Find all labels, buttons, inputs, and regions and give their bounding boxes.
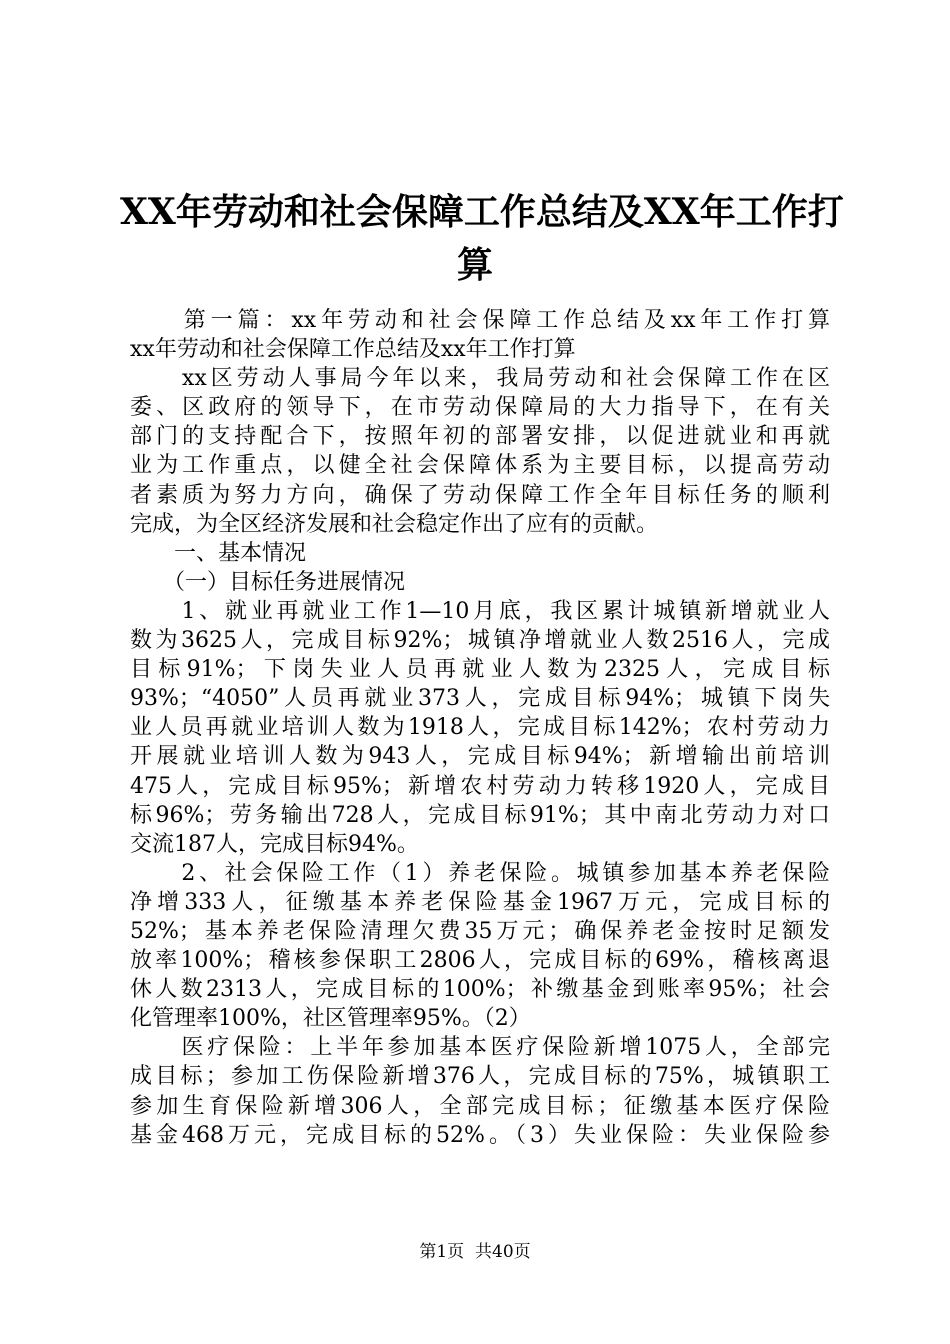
body-line: 化管理率100%，社区管理率95%。（2） [130,1006,531,1032]
document-title-line-2: 算 [456,244,493,286]
body-line: 475人，完成目标95%；新增农村劳动力转移1920人，完成目 [130,773,830,799]
document-title-line-1: XX年劳动和社会保障工作总结及XX年工作打 [120,191,844,233]
body-line: 52%；基本养老保险清理欠费35万元；确保养老金按时足额发 [130,918,830,944]
body-line: 标96%；劳务输出728人，完成目标91%；其中南北劳动力对口 [130,802,830,828]
body-line: 目标91%；下岗失业人员再就业人数为2325人，完成目标 [130,657,830,683]
body-line: 完成，为全区经济发展和社会稳定作出了应有的贡献。 [130,511,659,537]
body-line: 第一篇：xx年劳动和社会保障工作总结及xx年工作打算 [130,308,830,333]
body-line: 数为3625人，完成目标92%；城镇净增就业人数2516人，完成 [130,628,830,654]
body-line: 者素质为努力方向，确保了劳动保障工作全年目标任务的顺利 [130,482,830,508]
page-number: 第1页 [419,1242,465,1262]
body-line: （一）目标任务进展情况 [130,569,406,595]
document-body [130,306,830,1150]
page-footer [0,1241,950,1263]
body-line: 开展就业培训人数为943人，完成目标94%；新增输出前培训 [130,744,830,770]
body-line: 业人员再就业培训人数为1918人，完成目标142%；农村劳动力 [130,715,830,741]
body-line: 部门的支持配合下，按照年初的部署安排，以促进就业和再就 [130,424,830,450]
body-line: xx区劳动人事局今年以来，我局劳动和社会保障工作在区 [130,366,830,392]
body-line: 一、基本情况 [130,540,307,566]
body-line: 放率100%；稽核参保职工2806人，完成目标的69%，稽核离退 [130,948,830,974]
body-line: 委、区政府的领导下，在市劳动保障局的大力指导下，在有关 [130,395,830,421]
body-line: 休人数2313人，完成目标的100%；补缴基金到账率95%；社会 [130,977,830,1003]
body-line: 1、就业再就业工作1—10月底，我区累计城镇新增就业人 [130,598,830,624]
body-line: 业为工作重点，以健全社会保障体系为主要目标，以提高劳动 [130,453,830,479]
body-line: 基金468万元，完成目标的52%。（3）失业保险：失业保险参 [130,1122,830,1148]
body-line: 交流187人，完成目标94%。 [130,831,419,857]
body-line: 参加生育保险新增306人，全部完成目标；征缴基本医疗保险 [130,1093,830,1119]
body-line: 医疗保险：上半年参加基本医疗保险新增1075人，全部完 [130,1035,830,1061]
body-line: xx年劳动和社会保障工作总结及xx年工作打算 [130,337,576,363]
body-line: 成目标；参加工伤保险新增376人，完成目标的75%，城镇职工 [130,1064,830,1090]
page-total: 共40页 [475,1242,531,1262]
body-line: 93%；“4050”人员再就业373人，完成目标94%；城镇下岗失 [130,686,830,712]
body-line: 净增333人，征缴基本养老保险基金1967万元，完成目标的 [130,889,830,915]
body-line: 2、社会保险工作（1）养老保险。城镇参加基本养老保险 [130,860,830,886]
